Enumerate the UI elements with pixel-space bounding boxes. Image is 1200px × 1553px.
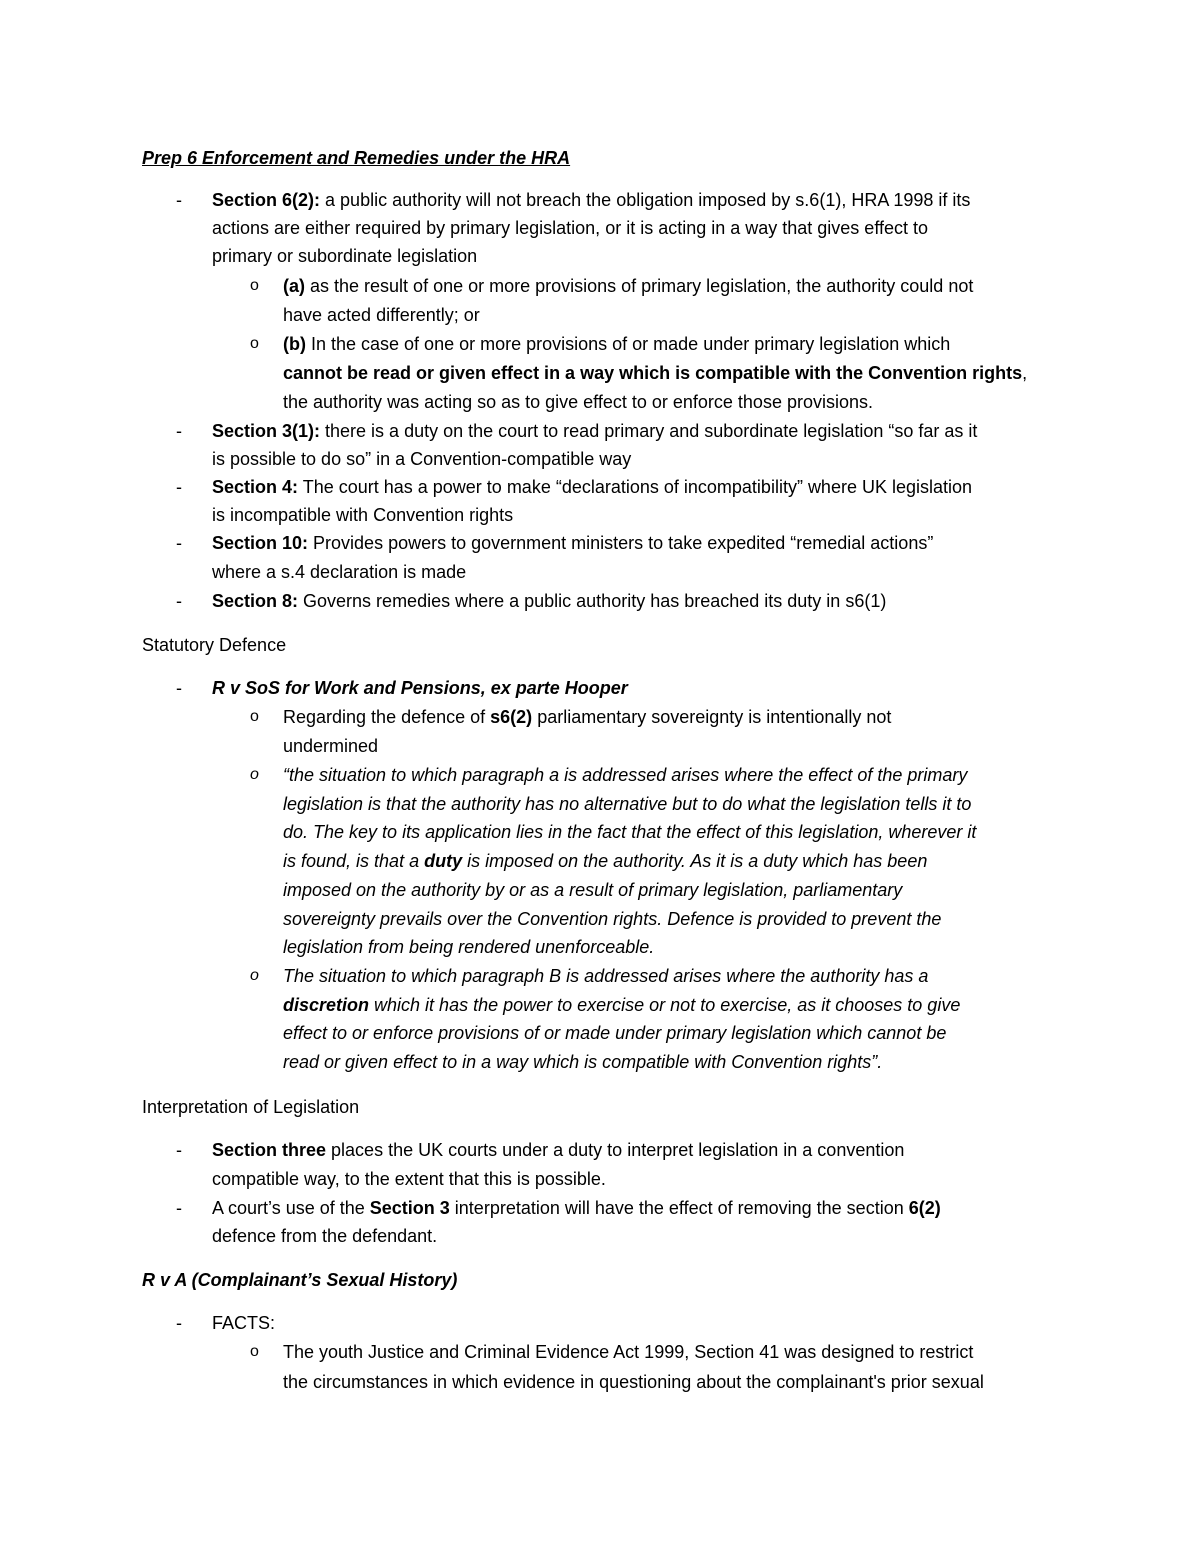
section-4-line-2: is incompatible with Convention rights bbox=[212, 505, 514, 525]
bullet-dash: - bbox=[176, 591, 182, 611]
facts-label: FACTS: bbox=[212, 1313, 276, 1333]
interpretation-bullet-2-line-2: defence from the defendant. bbox=[212, 1226, 438, 1246]
section-6-2-line-3: primary or subordinate legislation bbox=[212, 246, 478, 266]
hooper-point-1-line-2: undermined bbox=[283, 736, 379, 756]
section-6-2-b-line-1: (b) In the case of one or more provisions of or made under primary legislation which bbox=[283, 334, 951, 354]
section-6-2-line-2: actions are either required by primary legislation, or it is acting in a way that gives effect to bbox=[212, 218, 929, 238]
hooper-quote-1-line-3: do. The key to its application lies in the fact that the effect of this legislation, wherever it bbox=[283, 822, 977, 842]
bullet-circle: o bbox=[250, 967, 259, 984]
hooper-point-1-line-1: Regarding the defence of s6(2) parliamentary sovereignty is intentionally not bbox=[283, 707, 892, 727]
facts-point-1-line-2: the circumstances in which evidence in questioning about the complainant's prior sexual bbox=[283, 1372, 984, 1392]
facts-point-1-line-1: The youth Justice and Criminal Evidence Act 1999, Section 41 was designed to restrict bbox=[283, 1342, 974, 1362]
bullet-circle: o bbox=[250, 708, 259, 725]
bullet-dash: - bbox=[176, 1198, 182, 1218]
bullet-circle: o bbox=[250, 277, 259, 294]
section-6-2-a-line-2: have acted differently; or bbox=[283, 305, 480, 325]
interpretation-bullet-2-line-1: A court’s use of the Section 3 interpretation will have the effect of removing the section 6(2) bbox=[212, 1198, 941, 1218]
hooper-quote-1-line-2: legislation is that the authority has no alternative but to do what the legislation tells it to bbox=[283, 794, 972, 814]
bullet-circle: o bbox=[250, 335, 259, 352]
document-title: Prep 6 Enforcement and Remedies under the HRA bbox=[142, 148, 571, 168]
bullet-dash: - bbox=[176, 678, 182, 698]
section-8-line-1: Section 8: Governs remedies where a public authority has breached its duty in s6(1) bbox=[212, 591, 887, 611]
bullet-dash: - bbox=[176, 421, 182, 441]
bullet-circle: o bbox=[250, 1343, 259, 1360]
bullet-dash: - bbox=[176, 477, 182, 497]
hooper-quote-1-line-5: imposed on the authority by or as a result of primary legislation, parliamentary bbox=[283, 880, 903, 900]
bullet-dash: - bbox=[176, 1313, 182, 1333]
bullet-dash: - bbox=[176, 533, 182, 553]
hooper-quote-1-line-6: sovereignty prevails over the Convention rights. Defence is provided to prevent the bbox=[283, 909, 942, 929]
section-3-1-line-1: Section 3(1): there is a duty on the court to read primary and subordinate legislation “so far as it bbox=[212, 421, 978, 441]
section-3-1-line-2: is possible to do so” in a Convention-compatible way bbox=[212, 449, 632, 469]
section-6-2-label: Section 6(2): bbox=[212, 190, 321, 210]
statutory-defence-heading: Statutory Defence bbox=[142, 635, 287, 655]
r-v-a-heading: R v A (Complainant’s Sexual History) bbox=[142, 1270, 458, 1290]
hooper-quote-2-line-2: discretion which it has the power to exercise or not to exercise, as it chooses to give bbox=[283, 995, 961, 1015]
hooper-quote-2-line-3: effect to or enforce provisions of or made under primary legislation which cannot be bbox=[283, 1023, 947, 1043]
hooper-quote-2-line-1: The situation to which paragraph B is addressed arises where the authority has a bbox=[283, 966, 929, 986]
interpretation-heading: Interpretation of Legislation bbox=[142, 1097, 360, 1117]
bullet-dash: - bbox=[176, 1140, 182, 1160]
section-6-2-b-line-3: the authority was acting so as to give effect to or enforce those provisions. bbox=[283, 392, 873, 412]
section-6-2-line-1: Section 6(2): a public authority will not breach the obligation imposed by s.6(1), HRA 1998 if its bbox=[212, 190, 971, 210]
hooper-quote-2-line-4: read or given effect to in a way which is compatible with Convention rights”. bbox=[283, 1052, 883, 1072]
hooper-quote-1-line-7: legislation from being rendered unenforceable. bbox=[283, 937, 655, 957]
section-10-line-2: where a s.4 declaration is made bbox=[212, 562, 467, 582]
bullet-circle: o bbox=[250, 766, 259, 783]
hooper-quote-1-line-1: “the situation to which paragraph a is addressed arises where the effect of the primary bbox=[283, 765, 968, 785]
interpretation-bullet-1-line-1: Section three places the UK courts under a duty to interpret legislation in a convention bbox=[212, 1140, 905, 1160]
section-10-line-1: Section 10: Provides powers to government ministers to take expedited “remedial actions” bbox=[212, 533, 934, 553]
section-6-2-a-line-1: (a) as the result of one or more provisions of primary legislation, the authority could not bbox=[283, 276, 974, 296]
hooper-quote-1-line-4: is found, is that a duty is imposed on the authority. As it is a duty which has been bbox=[283, 851, 928, 871]
interpretation-bullet-1-line-2: compatible way, to the extent that this is possible. bbox=[212, 1169, 606, 1189]
section-4-line-1: Section 4: The court has a power to make “declarations of incompatibility” where UK legislation bbox=[212, 477, 973, 497]
case-name-hooper: R v SoS for Work and Pensions, ex parte Hooper bbox=[212, 678, 628, 698]
section-6-2-b-line-2: cannot be read or given effect in a way which is compatible with the Convention rights, bbox=[283, 363, 1028, 383]
bullet-dash: - bbox=[176, 190, 182, 210]
